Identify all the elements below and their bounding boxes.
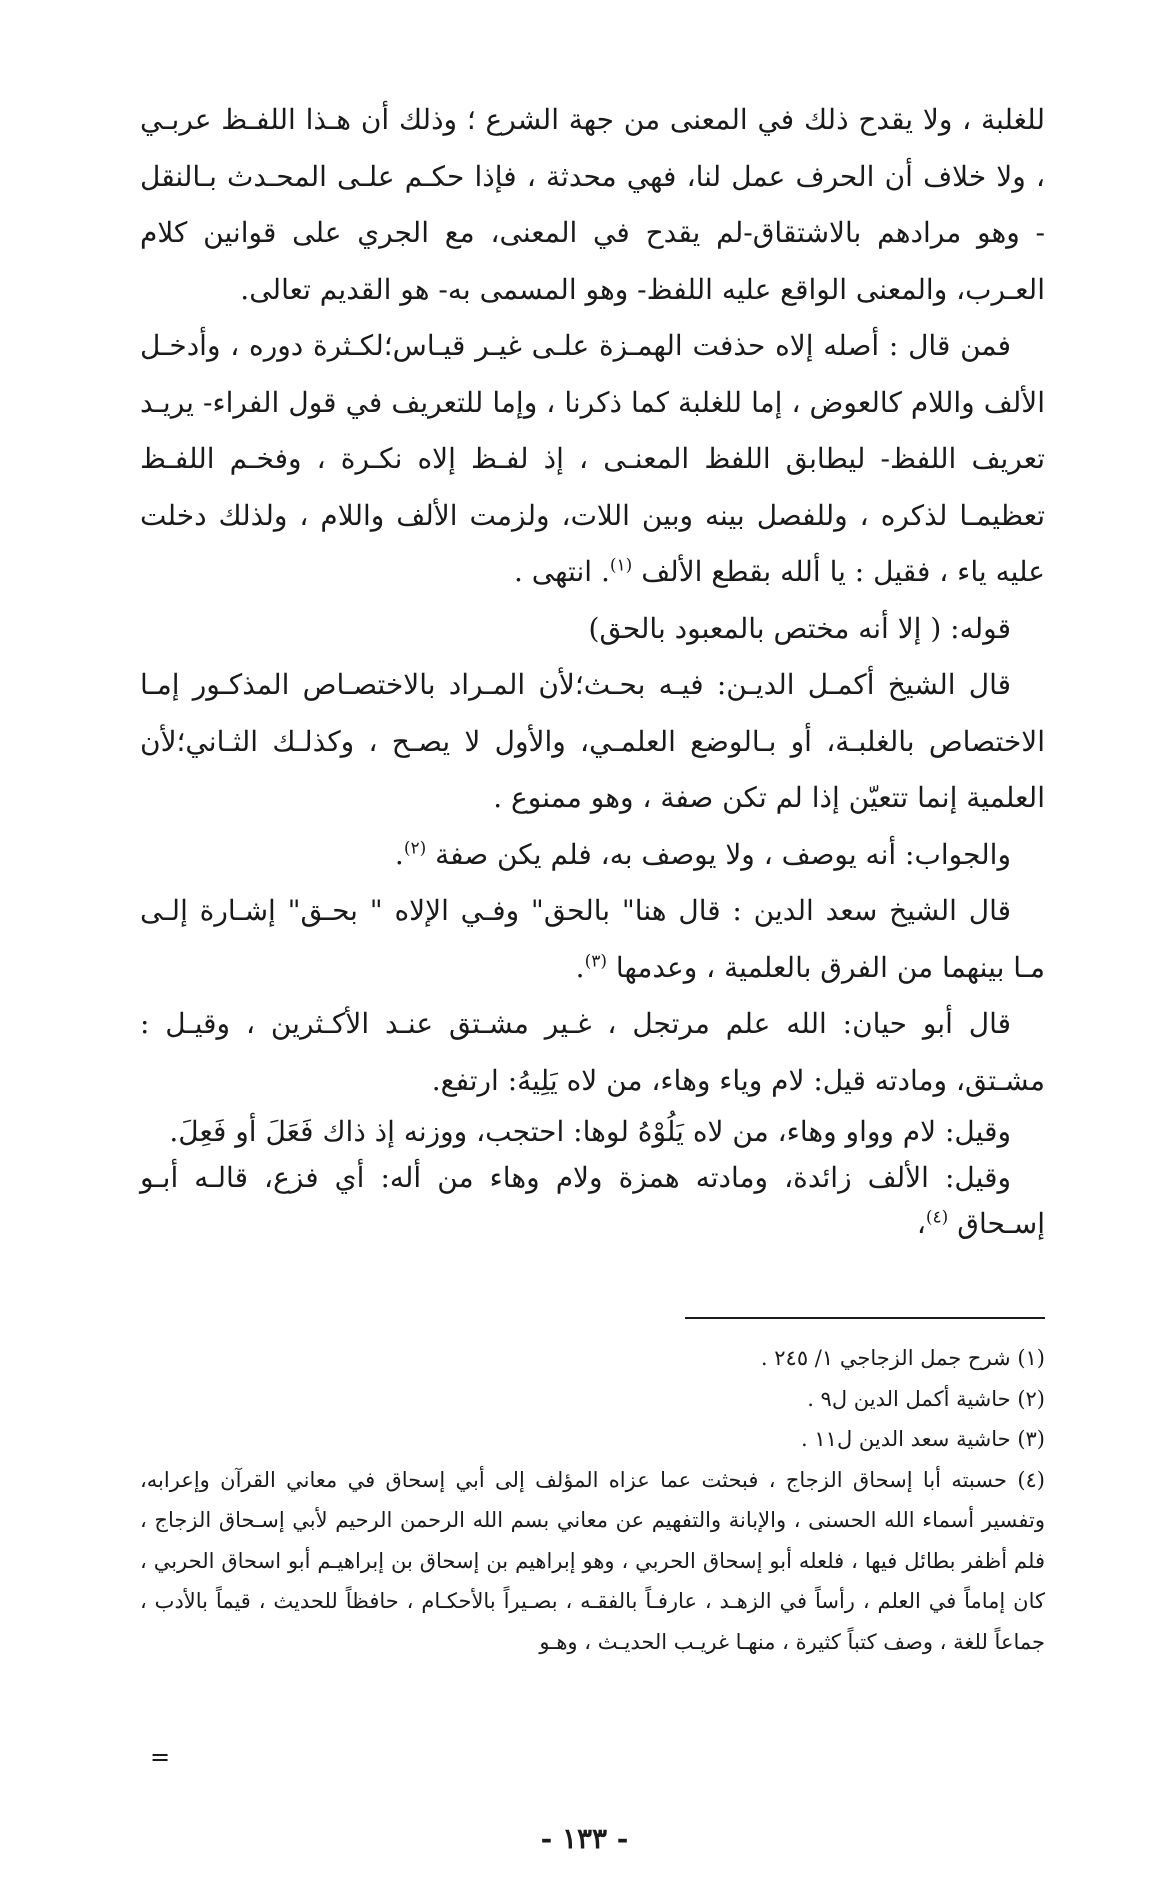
paragraph-9 (140, 1155, 1045, 1247)
footnote-continuation-mark: = (150, 1743, 171, 1771)
paragraph-5-end: . (394, 837, 404, 871)
paragraph-2-text: فمن قال : أصله إلاه حذفت الهمـزة علـى غيـر قيـاس؛لكـثرة دوره ، وأدخـل الألف واللام كالعوض ، إما للغلبة كما ذكرنا ، وإما للتعريف في قول الفراء- يريـد تعريف اللفظ- ليطابق اللفظ المعنـى ، إذ لفـظ إلاه نكـرة ، وفخـم اللفـظ تعظيمـا لذكره ، وللفصل بينه وبين اللات، ولزمت الألف واللام ، ولذلك دخلت عليه ياء ، فقيل : يا ألله بقطع الألف (140, 329, 1045, 588)
paragraph-3-quote: قوله: ( إلا أنه مختص بالمعبود بالحق) (588, 611, 1011, 645)
paragraph-5-text: والجواب: أنه يوصف ، ولا يوصف به، فلم يكن صفة (435, 837, 1011, 871)
main-text (140, 92, 1045, 1247)
paragraph-6-text: قال الشيخ سعد الدين : قال هنا" بالحق" وفـي الإلاه " بحـق" إشـارة إلـى مـا بينهما من الفرق بالعلمية ، وعدمها (140, 894, 1045, 984)
footnotes (140, 1338, 1045, 1662)
paragraph-9-text: وقيل: الألف زائدة، ومادته همزة ولام وهاء من أله: أي فزع، قالـه أبـو إسـحاق (140, 1161, 1045, 1240)
footnote-2: (٢) حاشية أكمل الدين ل٩ . (807, 1386, 1045, 1411)
paragraph-6-end: . (575, 950, 585, 984)
footnote-separator (685, 1317, 1045, 1319)
footnote-ref-3: (٣) (584, 951, 607, 972)
paragraph-9-end: ، (916, 1207, 926, 1240)
paragraph-8: وقيل: لام وواو وهاء، من لاه يَلُوْهُ لوها: احتجب، ووزنه إذ ذاك فَعَلَ أو فَعِلَ. (169, 1115, 1011, 1148)
paragraph-4: قال الشيخ أكمـل الديـن: فيـه بحـث؛لأن المـراد بالاختصـاص المذكـور إمـا الاختصاص بالغلبـة، أو بـالوضع العلمـي، والأول لا يصـح ، وكذلـك الثـاني؛لأن العلمية إنما تتعيّن إذا لم تكن صفة ، وهو ممنوع . (140, 668, 1045, 814)
footnote-ref-1: (١) (609, 555, 633, 576)
footnote-1: (١) شرح جمل الزجاجي ١/ ٢٤٥ . (760, 1346, 1045, 1370)
paragraph-1: للغلبة ، ولا يقدح ذلك في المعنى من جهة الشرع ؛ وذلك أن هـذا اللفـظ عربـي ، ولا خلاف أن الحرف عمل لنا، فهي محدثة ، فإذا حكـم علـى المحـدث بـالنقل - وهو مرادهم بالاشتقاق-لم يقدح في المعنى، مع الجري على قوانين كلام العـرب، والمعنى الواقع عليه اللفظ- وهو المسمى به- هو القديم تعالى. (140, 103, 1045, 306)
page-number: - ١٣٣ - (540, 1822, 629, 1855)
footnote-3: (٣) حاشية سعد الدين ل١١ . (801, 1427, 1045, 1451)
paragraph-7: قال أبو حيان: الله علم مرتجل ، غـير مشـتق عنـد الأكـثرين ، وقيـل : مشـتق، ومادته قيل: لام وياء وهاء، من لاه يَلِيهُ: ارتفع. (140, 1007, 1045, 1097)
paragraph-2 (140, 318, 1045, 601)
paragraph-6 (140, 883, 1045, 996)
footnote-ref-2: (٢) (403, 838, 427, 859)
paragraph-5 (140, 827, 1045, 884)
footnote-ref-4: (٤) (925, 1207, 949, 1228)
footnote-4: (٤) حسبته أبا إسحاق الزجاج ، فبحثت عما عزاه المؤلف إلى أبي إسحاق في معاني القرآن وإعرابه، وتفسير أسماء الله الحسنى ، والإبانة والتفهيم عن معاني بسم الله الرحمن الرحيم لأبي إسـحاق الزجاج ، فلم أظفر بطائل فيها ، فلعله أبو إسحاق الحربي ، وهو إبراهيم بن إسحاق بن إبراهيـم أبو اسحاق الحربي ، كان إماماً في العلم ، رأساً في الزهـد ، عارفـاً بالفقـه ، بصـيراً بالأحكـام ، حافظاً للحديث ، قيماً بالأدب ، جماعاً للغة ، وصف كتباً كثيرة ، منهـا غريـب الحديـث ، وهـو (140, 1467, 1045, 1654)
paragraph-2-end: . انتهى . (513, 555, 610, 588)
